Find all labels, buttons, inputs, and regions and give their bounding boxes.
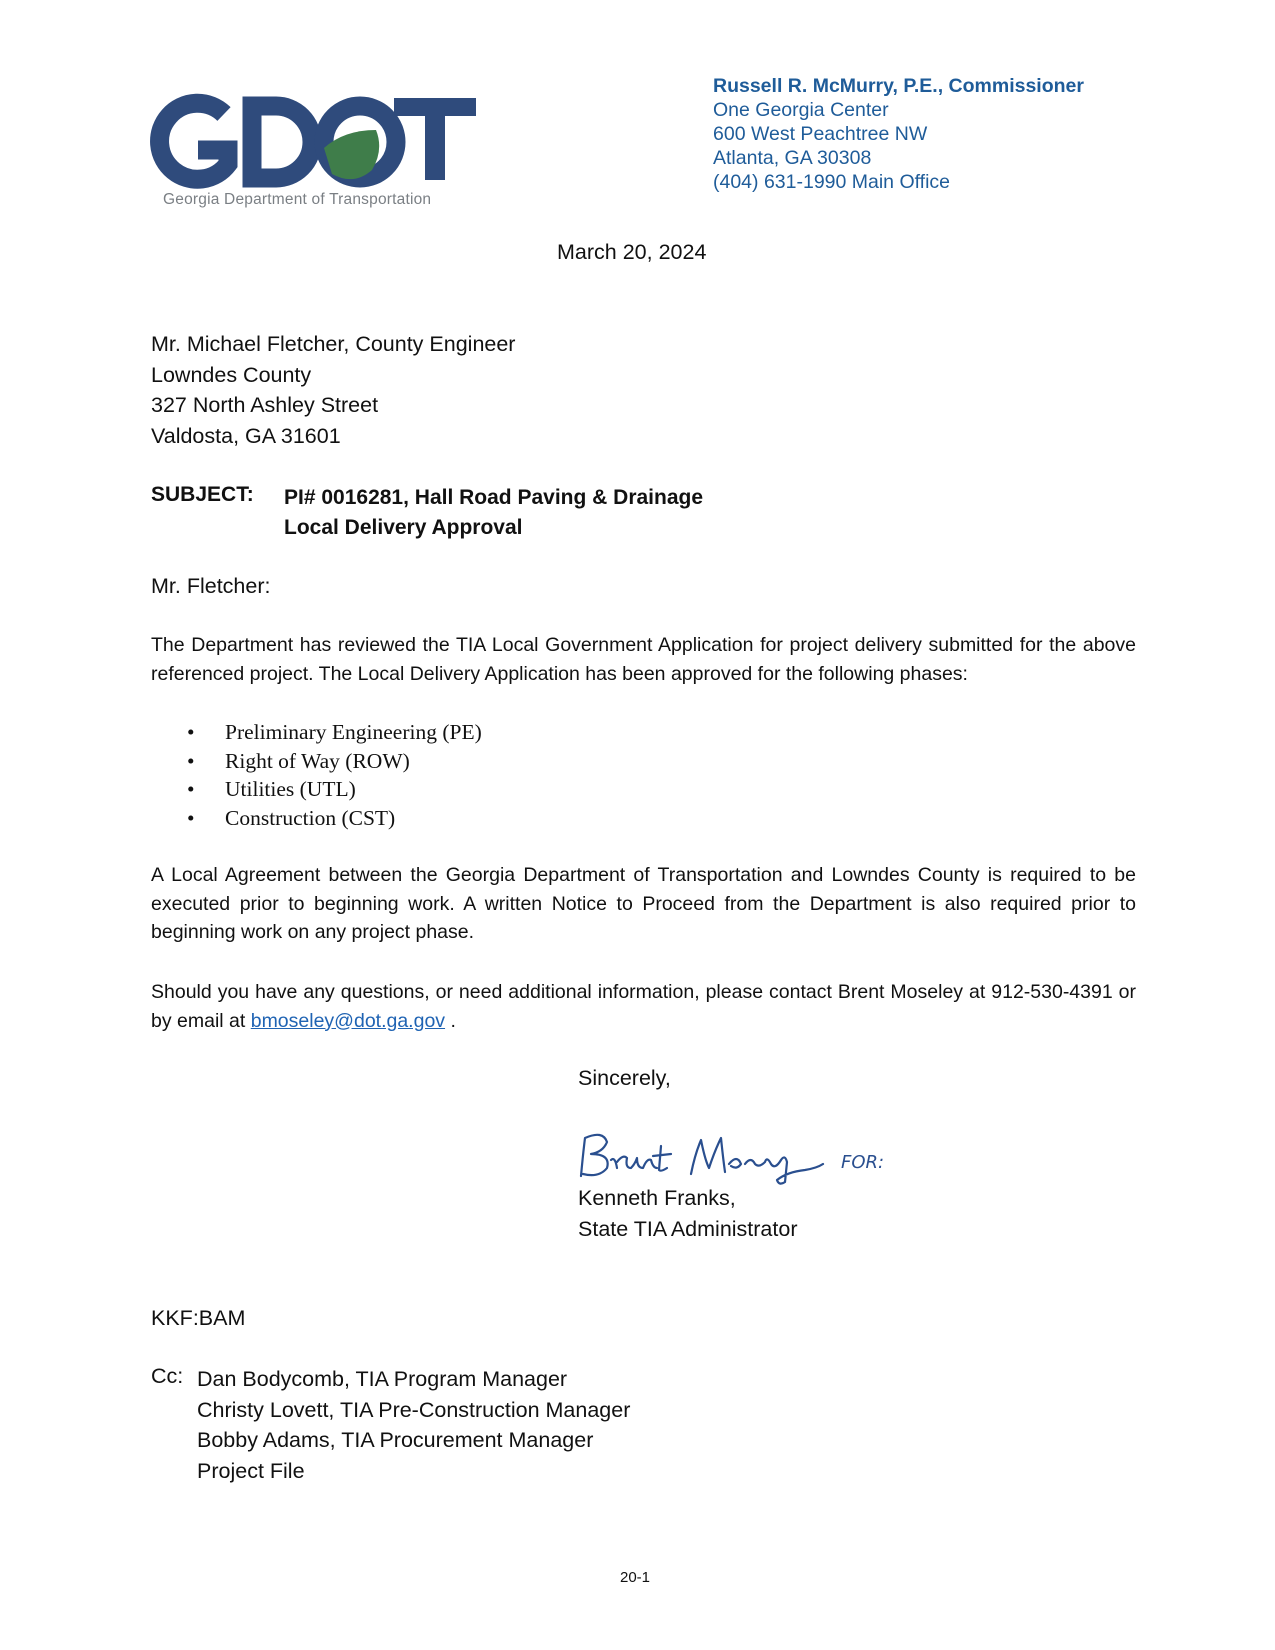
- contact-text: Should you have any questions, or need additional information, please contact Brent Moseley at 912-530-4391 or by email at: [151, 981, 1136, 1032]
- letterhead-line: One Georgia Center: [713, 99, 889, 121]
- letterhead-line: 600 West Peachtree NW: [713, 123, 928, 145]
- subject-label: SUBJECT:: [151, 483, 254, 506]
- for-mark: FOR:: [841, 1152, 885, 1173]
- phase-label: Utilities (UTL): [225, 777, 356, 801]
- signer-block: [578, 1183, 797, 1244]
- email-link[interactable]: bmoseley@dot.ga.gov: [250, 1009, 446, 1032]
- page-number: 20-1: [620, 1569, 651, 1586]
- signer-title: State TIA Administrator: [578, 1216, 798, 1241]
- phase-label: Construction (CST): [225, 805, 396, 830]
- bullet: •: [187, 748, 195, 773]
- list-item: [178, 804, 482, 833]
- letterhead-line: (404) 631-1990 Main Office: [713, 171, 951, 193]
- phase-label: Preliminary Engineering (PE): [225, 720, 482, 744]
- body-paragraph: A Local Agreement between the Georgia Department of Transportation and Lowndes County is required to be executed prior to beginning work. A written Notice to Proceed from the Department is also required prior to beginning work on any project phase.: [151, 864, 1136, 943]
- list-item: [178, 775, 482, 804]
- list-item: [178, 718, 482, 747]
- recipient-address: [151, 329, 515, 451]
- salutation: Mr. Fletcher:: [151, 574, 271, 598]
- bullet: •: [187, 777, 195, 801]
- commissioner-name: Russell R. McMurry, P.E., Commissioner: [713, 75, 1084, 97]
- address-line: 327 North Ashley Street: [151, 393, 379, 417]
- address-line: Valdosta, GA 31601: [151, 423, 341, 448]
- subject-line: Local Delivery Approval: [284, 516, 523, 539]
- closing: Sincerely,: [578, 1066, 671, 1090]
- subject-lines: [284, 483, 703, 543]
- list-item: Christy Lovett, TIA Pre-Construction Manager: [197, 1397, 631, 1422]
- subject-line: PI# 0016281, Hall Road Paving & Drainage: [284, 486, 704, 509]
- contact-paragraph: [151, 978, 1136, 1035]
- address-line: Mr. Michael Fletcher, County Engineer: [151, 332, 516, 356]
- logo-tagline: Georgia Department of Transportation: [163, 191, 432, 208]
- bullet: •: [187, 720, 195, 744]
- list-item: Dan Bodycomb, TIA Program Manager: [197, 1367, 568, 1391]
- list-item: [178, 747, 482, 776]
- body-paragraph: The Department has reviewed the TIA Local Government Application for project delivery submitted for the above referenced project. The Local Delivery Application has been approved for the following phases:: [151, 634, 1136, 685]
- bullet: •: [187, 805, 195, 830]
- list-item: Bobby Adams, TIA Procurement Manager: [197, 1428, 594, 1452]
- cc-label: Cc:: [151, 1364, 184, 1388]
- signer-name: Kenneth Franks,: [578, 1186, 736, 1210]
- letter-date: March 20, 2024: [557, 240, 707, 264]
- letterhead-line: Atlanta, GA 30308: [713, 147, 872, 169]
- letterhead: [713, 74, 1084, 194]
- reference-initials: KKF:BAM: [151, 1306, 246, 1330]
- cc-list: [197, 1364, 630, 1486]
- phase-label: Right of Way (ROW): [225, 748, 410, 773]
- phase-list: [178, 718, 482, 832]
- address-line: Lowndes County: [151, 362, 312, 387]
- contact-text-end: .: [445, 1009, 456, 1032]
- list-item: Project File: [197, 1458, 305, 1483]
